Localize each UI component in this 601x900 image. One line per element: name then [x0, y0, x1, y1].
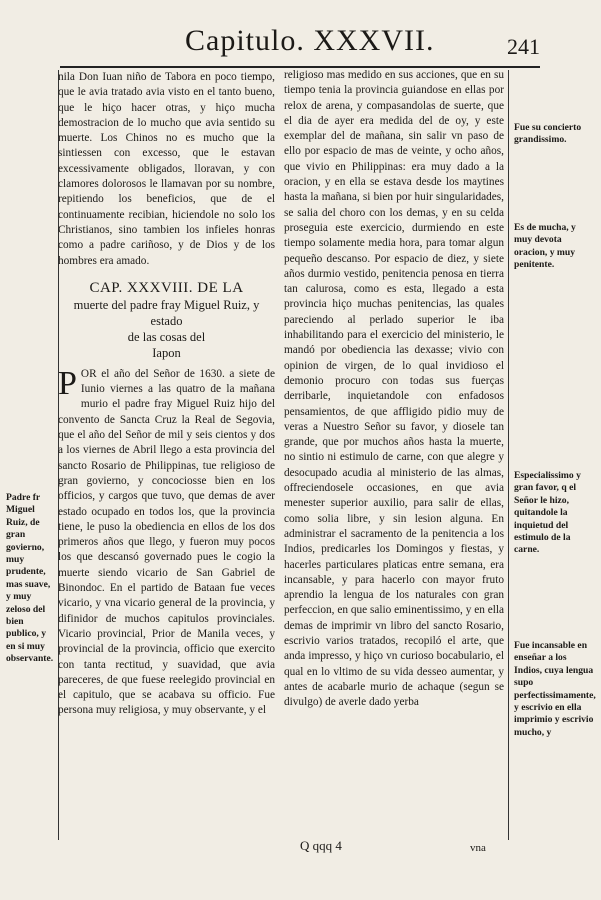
page-number: 241: [507, 34, 540, 59]
margin-note-right-1: Fue su concierto grandissimo.: [514, 122, 582, 146]
chapter-heading: [58, 279, 275, 361]
margin-note-right-2: Es de mucha, y muy devota oracion, y muy penitente.: [514, 222, 576, 271]
right-column: [284, 68, 504, 710]
left-paragraph-continuation: nila Don Iuan niño de Tabora en poco tiempo, que le avia tratado avia visto en el tanto bueno, que le hiço hacer otras, y hiço mucha demostracion de lo mucho que avia sentido su muerte. Los Chinos no es mucho que la sintiessen con excesso, que le estavan excessivamente obligados, lloravan, y con clamores dolorosos le llamavan por su nombre, repitiendo los beneficios, que de el continuamente recibian, hiciendole no solo los Christianos, sino tambien los infieles honras como a padre cariñoso, y de Dios y de los hombres era amado.: [58, 71, 275, 267]
right-rule: [508, 70, 509, 840]
chapter-running-title: Capitulo. XXXVII.: [185, 24, 435, 57]
margin-note-left: Padre fr Miguel Ruiz, de gran govierno, muy prudente, mas suave, y muy zeloso del bien publico, y en si muy observante.: [6, 492, 54, 665]
right-paragraph: religioso mas medido en sus acciones, que en su tiempo tenia la provincia guiandose en ellas por relox de arena, y compasandolas de suerte, que el dia de ayer era medida del de oy, y este exemplar del de mañana, sin salir vn paso de ello por espacio de mas de veinte, y ocho años, que vivio en Philippinas: era muy dado a la oracion, y en ella se estava desde los maytines hasta la mañana, si bien por huir singularidades, se salia del choro con los demas, y en su celda proseguia este exercicio, durmiendo en este tiempo solamente media hora, para tomar algun pequeño descanso. Por espacio de diez, y siete años durmio vestido, penitencia penosa en tierra tan calurosa, como es esta, llegado a esta provincia hiço muchas penitencias, las quales pareciendo al perlado superior le iba inhabilitando para el exercicio del ministerio, le mandó por obediencia las dexasse; vivio con opinion de virgen, de lo qual invidioso el demonio procuro con todas sus fuerças derribarle, inquietandole con enfadosos pensamientos, de que affligido pidio muy de veras a Nuestro Señor su favor, y diosele tan grande, que por muchos años hasta la muerte, no sintio ni estimulo de carne, con que alegre y desocupado acudia al ministerio de las almas, offreciendosele occasiones, en que avia menester superior auxilio, para salir de ellas, como solia libre, y sin lesion alguna. En administrar el sacramento de la penitencia a los Indios, predicarles los Domingos y fiestas, y hacerles particulares platicas entre semana, era incansable, y para hacerlo con mayor fruto aprendio la lengua de los naturales con gran perfeccion, en que salio eminentissimo, y en ella demas de imprimir vn libro del sancto Rosario, escrivio varios tratados, recopiló el arte, que anda impresso, y hiço vn curioso bocabulario, el qual en lo vltimo de su vida desseo aumentar, y antes de acabarle murio de achaque (segun se divulgo) de averle dado yerba: [284, 69, 504, 709]
drop-cap: P: [58, 364, 77, 402]
margin-note-right-3: Especialissimo y gran favor, q el Señor le hizo, quitandole la inquietud del estimulo de la carne.: [514, 470, 581, 556]
signature-mark: Q qqq 4: [300, 838, 342, 853]
left-column: [58, 70, 275, 719]
chapter-body-paragraph: [58, 364, 275, 719]
chapter-subtitle-1: muerte del padre fray Miguel Ruiz, y estado: [73, 297, 260, 328]
margin-note-right-4: Fue incansable en enseñar a los Indios, cuya lengua supo perfectissimamente, y escrivio en ella imprimio y escrivio mucho, y: [514, 640, 596, 738]
catchword: vna: [470, 842, 486, 854]
page-header: [60, 20, 540, 68]
chapter-cap-line: CAP. XXXVIII. DE LA: [89, 279, 244, 296]
chapter-body-text: OR el año del Señor de 1630. a siete de Iunio viernes a las quatro de la mañana murio el padre fray Miguel Ruiz hijo del convento de Sancta Cruz la Real de Segovia, que el año del Señor de mil y seis cientos y dos a los viernes de Abril llego a esta provincia del sancto Rosario de Philippinas, tue religioso de gran govierno, y concociosse bien en los officios, y cargos que tuvo, que demas de aver estado ocupado en todos los, que la provincia tiene, le puso la obediencia en ellos de los dos primeros años que llego, y fueron muy pocos los que descansó governado pues le cogio la muerte siendo vicario de San Gabriel de Binondoc. En el partido de Bataan fue veces vicario, y vna vicario general de la provincia, y difinidor de muchos capitulos provinciales. Vicario provincial, Prior de Manila veces, y provincial de la provincia, officio que exercito con tanta rectitud, y suavidad, que avia pareceres, de que fuese reelegido provincial en el capitulo, que se acabava su officio. Fue persona muy religiosa, y muy observante, y el: [58, 367, 275, 717]
chapter-subtitle-3: Iapon: [152, 345, 181, 360]
chapter-subtitle-2: de las cosas del: [127, 329, 206, 344]
